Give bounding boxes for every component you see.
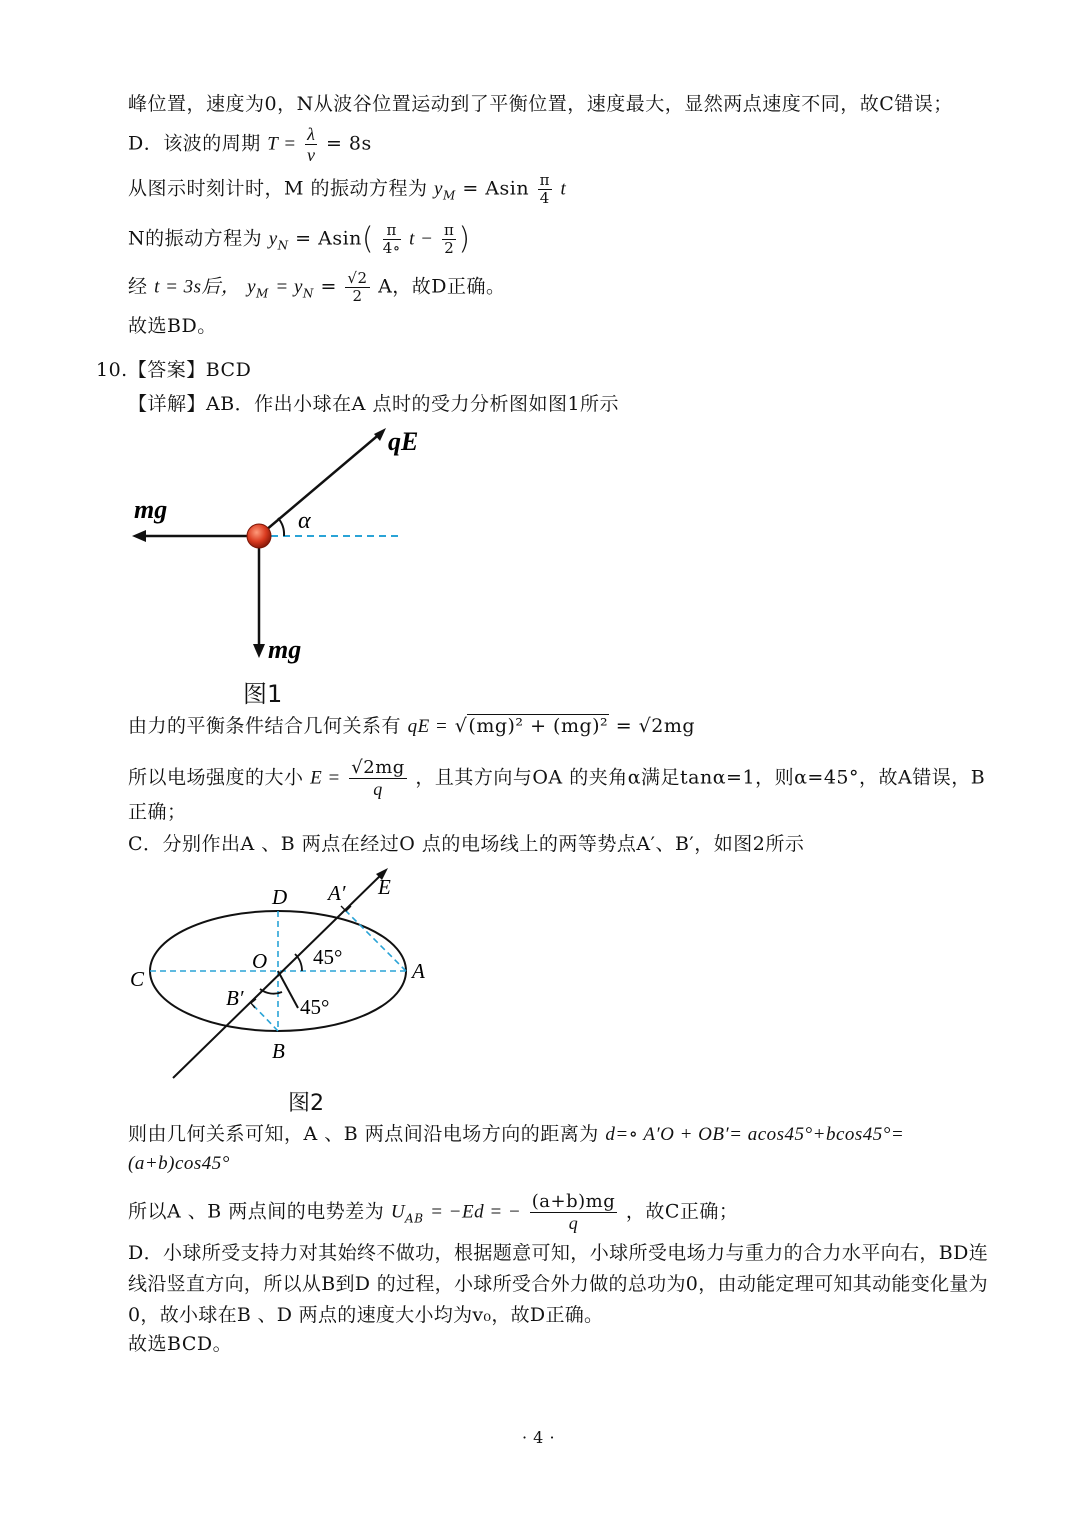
qE-prefix: 由力的平衡条件结合几何关系有 [128, 715, 402, 737]
uab: U [390, 1201, 406, 1223]
angle-ray-2 [278, 971, 298, 1008]
A-to-Aprime-dashed [346, 911, 406, 971]
label-mg-left: mg [134, 495, 168, 524]
pi-3: π [444, 221, 455, 239]
text-line-qE: 由力的平衡条件结合几何关系有 qE = √(mg)² + (mg)² = √2mg [128, 715, 696, 737]
detail-line: 【详解】AB．作出小球在A 点时的受力分析图如图1所示 [128, 393, 620, 415]
label-D: D [272, 885, 288, 909]
ym-sub: M [442, 188, 456, 203]
ym: y [434, 178, 443, 200]
page-number: · 4 · [522, 1428, 556, 1447]
fraction-sqrt2-over-2 [345, 270, 369, 305]
paragraph-d: D．小球所受支持力对其始终不做功，根据题意可知，小球所受电场力与重力的合力水平向右，BD连线沿竖直方向，所以从B到D 的过程，小球所受合外力做的总功为0，由动能定理可知其动能变化量为0，故小球在B 、D 两点的速度大小均为v₀，故D正确。 [128, 1242, 988, 1326]
yn-sub: N [277, 238, 289, 253]
t: t [560, 178, 567, 200]
yn-eq-2: = y [275, 276, 303, 298]
distance-formula: d=∘ A′O + OB′= acos45°+bcos45°= [605, 1124, 905, 1145]
ym-eq: = Asin [462, 177, 530, 200]
sqrt2: √2 [347, 269, 368, 287]
uab-sub: AB [405, 1211, 424, 1226]
four-deg: 4∘ [382, 239, 401, 257]
text-line-m-equation [128, 172, 566, 207]
label-angle-2: 45° [300, 995, 330, 1019]
text-line-choose-bd: 故选BD。 [128, 315, 217, 337]
E-eq: E = [310, 767, 341, 789]
pi: π [539, 171, 550, 189]
alpha-arc [278, 518, 284, 536]
label-O: O [252, 949, 268, 973]
sqrt2mg: = √2mg [615, 715, 696, 737]
distance-prefix: 则由几何关系可知，A 、B 两点间沿电场方向的距离为 [128, 1123, 599, 1145]
E-suffix: ，且其方向与OA 的夹角α满足tanα=1，则α=45°，故A错误，B [415, 766, 986, 789]
qE-arrowhead [374, 428, 386, 441]
t3s-prefix: 经 [128, 275, 148, 298]
label-alpha: α [298, 508, 311, 534]
figure-2-caption: 图2 [288, 1091, 324, 1116]
ball [247, 524, 271, 548]
q-den-2: q [568, 1213, 579, 1233]
text-line-correct: 正确； [128, 801, 187, 823]
fraction-pi-over-2 [442, 222, 456, 257]
label-E: E [378, 875, 391, 899]
ym-2: y [247, 276, 257, 298]
t-minus: t − [409, 228, 434, 250]
fraction-lambda-over-v [305, 124, 317, 165]
four: 4 [539, 189, 550, 207]
paren-open: ( [361, 221, 375, 257]
ab-mg: (a+b)mg [531, 1191, 616, 1212]
paren-close: ) [458, 221, 471, 257]
period-value: = 8s [325, 132, 372, 155]
fraction-pi-over-4deg [383, 222, 401, 257]
n-eq-text: N的振动方程为 [128, 227, 263, 250]
ym-sub-2: M [256, 286, 269, 301]
label-C: C [130, 967, 145, 991]
mg-left-arrowhead [132, 530, 146, 542]
sqrt2mg-num: √2mg [351, 757, 405, 778]
figure-1-caption: 图1 [243, 680, 283, 708]
mg-squares: (mg)² + (mg)² [468, 715, 609, 737]
text-line-t3s: 经 t = 3s后， $y_M = y_N$ = $\frac{√2}{2}$ A，故D正确。 [128, 269, 506, 305]
qE-eq: qE = [407, 716, 449, 737]
E-prefix: 所以电场强度的大小 [128, 766, 304, 789]
figure-2 [120, 868, 450, 1088]
text-line-final: 故选BCD。 [128, 1333, 233, 1355]
two: 2 [444, 239, 455, 257]
uab-eq: = −Ed = − [430, 1201, 522, 1223]
yn-eq: = Asin [295, 227, 362, 250]
label-A: A [412, 959, 425, 983]
text-line-1: 峰位置，速度为0，N从波谷位置运动到了平衡位置，速度最大，显然两点速度不同，故C错误； [128, 93, 953, 115]
label-B: B [272, 1039, 285, 1063]
q-den: q [373, 779, 383, 799]
yn-sub-2: N [302, 286, 314, 301]
fraction-pi-over-4 [538, 172, 552, 207]
fraction-abmg-over-q [530, 1192, 617, 1233]
lambda: λ [307, 124, 316, 144]
fraction-sqrt2mg-over-q [349, 758, 407, 799]
m-eq-text: 从图示时刻计时，M 的振动方程为 [128, 177, 428, 200]
two-2: 2 [352, 287, 363, 305]
text-line-uab [128, 1192, 738, 1233]
label-qE: qE [388, 427, 419, 456]
mg-down-arrowhead [253, 644, 265, 658]
text-line-n-equation [128, 222, 471, 257]
label-A-prime: A′ [328, 881, 346, 905]
text-line-c: C．分别作出A 、B 两点在经过O 点的电场线上的两等势点A′、B′，如图2所示 [128, 833, 805, 855]
t3s: t = 3s后， [154, 276, 241, 298]
period-prefix: D．该波的周期 [128, 132, 261, 155]
period-T: T = [267, 133, 297, 155]
figure-1 [120, 418, 440, 708]
uab-prefix: 所以A 、B 两点间的电势差为 [128, 1200, 385, 1223]
t3s-suffix: A，故D正确。 [378, 275, 506, 298]
text-line-distance-cont: (a+b)cos45° [128, 1153, 230, 1174]
pi-2: π [383, 222, 401, 240]
text-line-period [128, 124, 372, 165]
yn: y [268, 228, 278, 250]
answer-10: 10.【答案】BCD [96, 359, 252, 381]
uab-suffix: ，故C正确； [625, 1200, 739, 1223]
label-mg-down: mg [268, 635, 302, 664]
text-line-distance [128, 1122, 904, 1147]
label-angle-1: 45° [313, 945, 343, 969]
text-line-E [128, 758, 985, 799]
label-B-prime: B′ [226, 986, 244, 1010]
v: v [307, 145, 316, 165]
qE-vector [259, 432, 382, 536]
